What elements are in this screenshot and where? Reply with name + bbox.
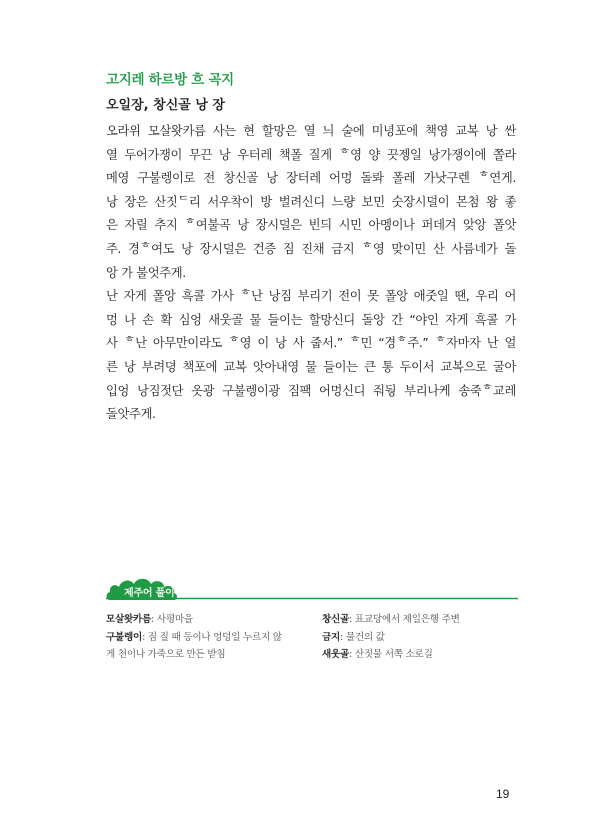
glossary-right-column (322, 611, 522, 664)
glossary-entry: 새웃골: 산짓물 서쪽 소로길 (322, 649, 433, 660)
body-line: 메영 구불렝이로 전 창신골 낭 장터레 어멍 돌롸 폴레 가낫구렌 ᄒ연게. (106, 171, 516, 186)
section-title: 고지레 하르방 흐 곡지 (106, 72, 234, 88)
glossary-entry: 금지: 물건의 값 (322, 631, 385, 643)
glossary-entry: 구불렝이: 짐 질 때 등이나 엉덩일 누르지 않 (106, 631, 282, 643)
glossary-title: 제주어 풀이 (124, 588, 175, 599)
body-line: 낭 장은 산짓ᄃ리 서우착이 방 벌려신디 느량 보민 숫장시덜이 몬첨 왕 좋 (106, 194, 516, 209)
glossary-header (106, 574, 518, 604)
body-line: 열 두어가쟁이 무끈 낭 우터레 책폴 질게 ᄒ영 양 끗젱일 낭가쟁이에 쫄라 (106, 147, 516, 162)
glossary-left-column (106, 611, 311, 664)
story-body (106, 120, 516, 427)
body-line: 멍 나 손 확 심엉 새웃골 물 들이는 할망신디 돌앙 간 “야인 자게 흑콜 가 (106, 312, 516, 327)
body-line: 난 자게 폴앙 흑콜 가사 ᄒ난 낭짐 부리기 전이 못 폴앙 애줏일 땐, 우리 어 (106, 289, 516, 304)
body-line: 입엉 낭짐젓단 옷광 구불렝이광 짐팩 어멍신디 줘뒁 부리나케 송죽ᄒ교레 (106, 383, 516, 398)
body-line: 주. 경ᄒ여도 낭 장시덜은 건증 짐 진채 금지 ᄒ영 맞이민 산 사름네가 돌 (106, 241, 516, 256)
glossary-entry: 모살왓카름: 사평마을 (106, 614, 193, 625)
page-number: 19 (496, 787, 510, 801)
glossary-entry: 창신골: 표교당에서 제일은행 주변 (322, 614, 460, 625)
body-line: 앙 가 불엇주게. (106, 265, 186, 280)
body-line: 른 낭 부려뎡 책포에 교복 앗아내영 물 들이는 큰 통 두이서 교복으로 굴아 (106, 359, 516, 374)
glossary-entry: 게 천이나 가죽으로 만든 받침 (106, 649, 226, 660)
body-line: 은 자릴 추지 ᄒ여불곡 낭 장시덜은 빈듸 시민 아멩이나 퍼데겨 앚앙 폴앗 (106, 218, 516, 233)
story-title: 오일장, 창신골 낭 장 (106, 98, 225, 113)
body-line: 사 ᄒ난 아무만이라도 ᄒ영 이 낭 사 줍서.” ᄒ민 “경ᄒ주.” ᄒ자마자 난 얼 (106, 336, 516, 351)
body-line: 돌앗주게. (106, 407, 156, 422)
body-line: 오라위 모살왓카름 사는 현 할망은 열 늬 술에 미녕포에 책영 교복 낭 싼 (106, 124, 516, 138)
